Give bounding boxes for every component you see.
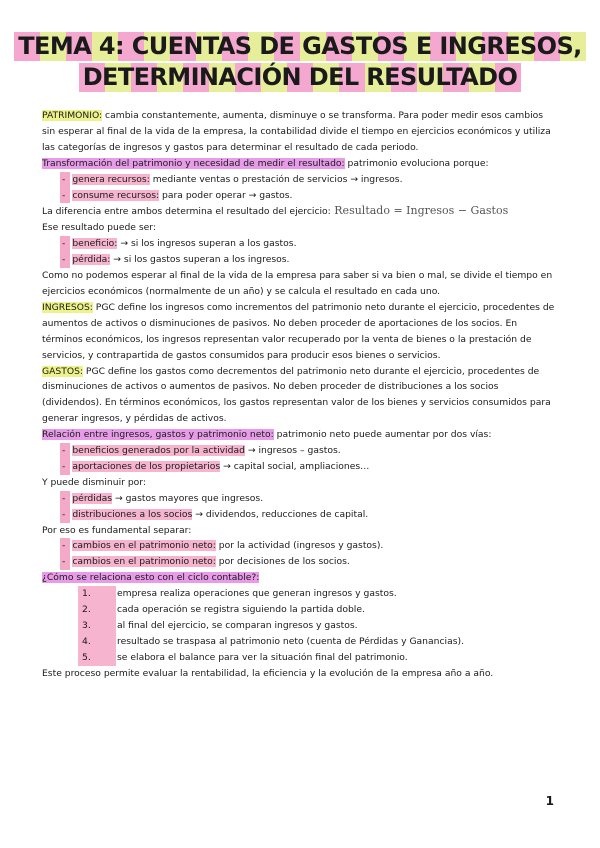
transformacion-text: patrimonio evoluciona porque: [344,157,489,169]
gastos-text: PGC define los gastos como decrementos del patrimonio neto durante el ejercicio, procedentes de disminuciones de activos o aumentos de pasivos. No deben proceder de distribuciones a los socios (dividendos). En términos económicos, los gastos representan valor de los bienes y servicios consumidos para generar ingresos, y pérdidas de activos. [42,365,551,425]
step-text: cada operación se registra siguiendo la partida doble. [117,604,365,616]
disminuir-intro: Y puede disminuir por: [42,476,146,488]
list-item [42,491,557,507]
title-line-2: DETERMINACIÓN DEL RESULTADO [79,63,522,92]
dash-marker: - [60,443,70,459]
item-term: consume recursos: [72,189,160,201]
list-item [42,538,557,554]
item-term: beneficio: [72,238,118,250]
ciclo-heading [42,570,557,586]
item-term: cambios en el patrimonio neto: [72,540,216,552]
diferencia-text: La diferencia entre ambos determina el resultado del ejercicio: [42,206,331,218]
ciclo-label: ¿Cómo se relaciona esto con el ciclo contable?: [42,572,260,584]
diferencia-paragraph [42,203,557,220]
document-title [0,32,600,94]
list-item [42,188,557,204]
list-item [42,459,557,475]
patrimonio-text: cambia constantemente, aumenta, disminuye o se transforma. Para poder medir esos cambios sin esperar al final de la vida de la empresa, la contabilidad divide el tiempo en ejercicios económicos y utiliza las categorías de ingresos y gastos para determinar el resultado de cada periodo. [42,110,551,153]
item-rest: → gastos mayores que ingresos. [112,492,264,504]
item-rest: → ingresos – gastos. [244,445,341,457]
dash-marker: - [60,188,70,204]
ejercicios-paragraph: Como no podemos esperar al final de la vida de la empresa para saber si va bien o mal, se divide el tiempo en ejercicios económicos (normalmente de un año) y se calcula el resultado en cada uno. [42,270,553,297]
numbered-step [42,586,557,602]
ingresos-paragraph [42,300,557,364]
result-formula: Resultado = Ingresos − Gastos [330,204,509,218]
list-item [42,236,557,252]
step-number: 5. [78,650,116,666]
title-line-1: TEMA 4: CUENTAS DE GASTOS E INGRESOS, [14,32,585,61]
numbered-step [42,650,557,666]
relacion-text: patrimonio neto puede aumentar por dos vías: [273,429,492,441]
item-term: aportaciones de los propietarios [72,460,221,472]
patrimonio-label: PATRIMONIO: [42,110,103,121]
item-term: genera recursos: [72,173,150,185]
page-number: 1 [545,794,554,808]
transformacion-label: Transformación del patrimonio y necesidad de medir el resultado: [42,157,345,169]
list-item [42,507,557,523]
step-number: 1. [78,586,116,602]
item-rest: para poder operar → gastos. [159,189,293,201]
step-number: 3. [78,618,116,634]
numbered-step [42,634,557,650]
dash-marker: - [60,172,70,188]
dash-marker: - [60,538,70,554]
step-number: 4. [78,634,116,650]
step-text: resultado se traspasa al patrimonio neto (cuenta de Pérdidas y Ganancias). [117,635,464,647]
relacion-label: Relación entre ingresos, gastos y patrimonio neto: [42,429,274,441]
step-text: empresa realiza operaciones que generan ingresos y gastos. [117,588,397,600]
dash-marker: - [60,507,70,523]
item-term: cambios en el patrimonio neto: [72,556,216,568]
list-item [42,252,557,268]
patrimonio-paragraph [42,108,557,156]
item-rest: por la actividad (ingresos y gastos). [215,540,384,552]
item-rest: → dividendos, reducciones de capital. [192,508,369,520]
dash-marker: - [60,459,70,475]
numbered-step [42,602,557,618]
step-text: al final del ejercicio, se comparan ingresos y gastos. [117,620,358,631]
relacion-paragraph [42,427,557,443]
ingresos-label: INGRESOS: [42,301,93,313]
ingresos-text: PGC define los ingresos como incrementos del patrimonio neto durante el ejercicio, procedentes de aumentos de activos o disminuciones de pasivos. No deben proceder de aportaciones de los socios. En términos económicos, los ingresos representan valor recuperado por la venta de bienes o la prestación de servicios, y contrapartida de gastos consumidos para producir esos bienes o servicios. [42,301,555,361]
list-item [42,554,557,570]
step-number: 2. [78,602,116,618]
gastos-label: GASTOS: [42,365,84,377]
ciclo-closing: Este proceso permite evaluar la rentabilidad, la eficiencia y la evolución de la empresa año a año. [42,667,494,679]
numbered-step [42,618,557,634]
list-item [42,172,557,188]
item-term: beneficios generados por la actividad [72,445,245,457]
dash-marker: - [60,554,70,570]
separar-intro: Por eso es fundamental separar: [42,524,192,536]
item-rest: → si los gastos superan a los ingresos. [110,254,290,266]
gastos-paragraph [42,364,557,428]
resultado-intro: Ese resultado puede ser: [42,222,157,234]
transformacion-paragraph [42,156,557,172]
item-rest: → capital social, ampliaciones… [220,460,370,472]
item-term: pérdidas [72,492,113,504]
item-term: pérdida: [72,254,111,266]
dash-marker: - [60,236,70,252]
item-rest: por decisiones de los socios. [215,556,350,568]
item-term: distribuciones a los socios [72,508,193,520]
step-text: se elabora el balance para ver la situación final del patrimonio. [117,651,408,663]
list-item [42,443,557,459]
dash-marker: - [60,252,70,268]
item-rest: mediante ventas o prestación de servicios → ingresos. [149,173,403,185]
dash-marker: - [60,491,70,507]
item-rest: → si los ingresos superan a los gastos. [117,238,297,250]
document-body [42,108,557,682]
